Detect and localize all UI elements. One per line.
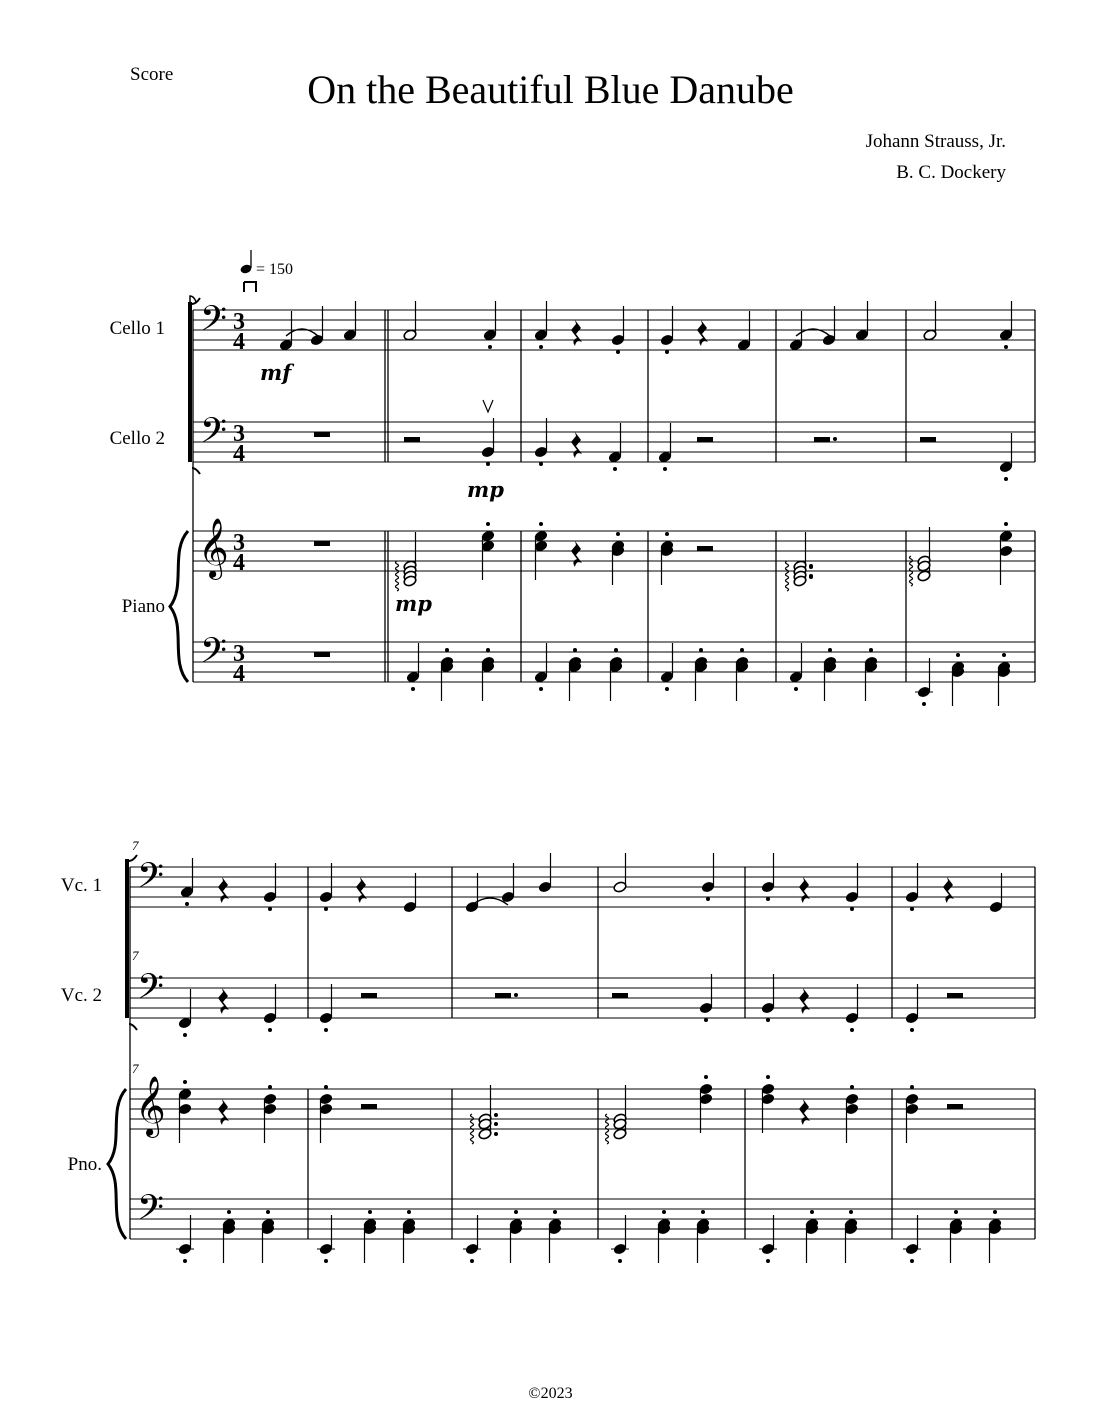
staccato-dot [539,687,543,691]
quarter-rest-icon [356,877,367,903]
staccato-dot [324,907,328,911]
chord [844,1210,858,1263]
page-title: On the Beautiful Blue Danube [307,67,794,112]
half-rest-icon [814,437,830,442]
staccato-dot [324,1085,328,1089]
note [989,873,1003,913]
note [789,643,803,691]
chord [363,1210,377,1263]
staccato-dot [794,687,798,691]
note [613,853,627,893]
staccato-dot [766,897,770,901]
time-signature-top: 3 [233,421,245,447]
composer-credit: Johann Strauss, Jr. [865,131,1006,152]
time-signature-bottom: 4 [233,441,245,467]
quarter-rest-icon [799,988,810,1014]
augmentation-dot [809,575,813,579]
note [534,643,548,691]
chord [805,1210,819,1263]
staccato-dot [910,907,914,911]
chord [657,1210,671,1263]
piano-brace-icon [108,1089,126,1239]
half-rest-icon [495,993,511,998]
staccato-dot [850,907,854,911]
staccato-dot [766,1075,770,1079]
staccato-dot [539,462,543,466]
staccato-dot [910,1259,914,1263]
chord [222,1210,236,1263]
staccato-dot [1002,653,1006,657]
chord [949,1210,963,1263]
note [406,643,420,691]
augmentation-dot [833,437,837,441]
staccato-dot [488,345,492,349]
note [180,858,194,906]
chord [440,648,454,701]
chord [261,1210,275,1263]
staccato-dot [954,1210,958,1214]
staccato-dot [993,1210,997,1214]
half-rest-icon [697,546,713,551]
instrument-label-cello-2: Cello 2 [109,428,165,449]
staccato-dot [411,687,415,691]
note [737,311,751,351]
staccato-dot [183,1033,187,1037]
measure-number-pno: 7 [132,1061,139,1076]
staccato-dot [368,1210,372,1214]
quarter-rest-icon [799,877,810,903]
staccato-dot [706,897,710,901]
note [608,423,622,471]
note [789,311,803,351]
chord [864,648,878,701]
quarter-rest-icon [571,432,582,458]
whole-rest-icon [314,432,330,437]
time-signature-top: 3 [233,641,245,667]
chord [319,1085,333,1143]
staccato-dot [701,1210,705,1214]
staccato-dot [922,702,926,706]
chord [609,648,623,701]
chord [611,532,625,585]
chord [694,648,708,701]
augmentation-dot [494,1113,498,1117]
bass-clef-icon: 𝄢 [200,410,228,459]
note [999,301,1013,349]
staccato-dot [766,1259,770,1263]
arpeggio-icon [786,561,789,591]
staccato-dot [662,1210,666,1214]
note [483,301,497,349]
half-rest-icon [612,993,628,998]
arranger-credit: B. C. Dockery [896,162,1006,183]
quarter-rest-icon [697,320,708,346]
quarter-rest-icon [218,988,229,1014]
staccato-dot [445,648,449,652]
half-rest-icon [404,437,420,442]
staccato-dot [1004,477,1008,481]
copyright-footer: ©2023 [528,1385,573,1402]
chord [509,1210,523,1263]
staff-bracket-bar [188,302,192,462]
whole-rest-icon [314,652,330,657]
time-signature-bottom: 4 [233,661,245,687]
note [538,853,552,893]
quarter-rest-icon [571,320,582,346]
chord [660,532,674,585]
staccato-dot [828,648,832,652]
staccato-dot [740,648,744,652]
chord [905,1085,919,1143]
measure-number-vc2: 7 [132,948,139,963]
tempo-bpm: = 150 [256,261,294,278]
staccato-dot [704,1018,708,1022]
time-signature-top: 3 [233,309,245,335]
treble-clef-icon: 𝄞 [135,1076,166,1136]
staccato-dot [486,522,490,526]
chord [951,653,965,706]
time-signature-bottom: 4 [233,550,245,576]
chord [845,1085,859,1143]
staccato-dot [850,1028,854,1032]
staccato-dot [613,467,617,471]
instrument-label-piano: Piano [121,596,165,617]
note [855,301,869,341]
note [999,433,1013,481]
staccato-dot [573,648,577,652]
augmentation-dot [809,565,813,569]
score-label: Score [130,64,174,85]
augmentation-dot [494,1132,498,1136]
chord [568,648,582,701]
staccato-dot [618,1259,622,1263]
chord [823,648,837,701]
half-rest-icon [947,993,963,998]
piano-brace-icon [170,531,188,682]
staccato-dot [227,1210,231,1214]
instrument-label-vc-1: Vc. 1 [60,875,102,896]
staccato-dot [704,1075,708,1079]
quarter-rest-icon [218,877,229,903]
staccato-dot [183,1080,187,1084]
instrument-label-vc-2: Vc. 2 [60,985,102,1006]
staccato-dot [956,653,960,657]
staccato-dot [268,1085,272,1089]
bracket-hook [129,855,137,861]
staccato-dot [553,1210,557,1214]
bass-clef-icon: 𝄢 [137,855,165,904]
whole-rest-icon [314,541,330,546]
dynamic-piano: mp [395,591,432,616]
half-rest-icon [920,437,936,442]
staccato-dot [268,1028,272,1032]
half-rest-icon [361,993,377,998]
note [534,301,548,349]
chord [402,1210,416,1263]
tempo-marking [239,250,293,278]
staccato-dot [407,1210,411,1214]
chord [263,1085,277,1143]
dynamic-cello-1: mf [260,360,292,385]
note [403,301,417,341]
staccato-dot [539,345,543,349]
staccato-dot [266,1210,270,1214]
chord [699,1075,713,1133]
note [403,873,417,913]
half-rest-icon [697,437,713,442]
chord [548,1210,562,1263]
staccato-dot [766,1018,770,1022]
staccato-dot [699,648,703,652]
note [343,301,357,341]
staccato-dot [614,648,618,652]
bass-clef-icon: 𝄢 [137,966,165,1015]
staccato-dot [850,1085,854,1089]
staccato-dot [665,350,669,354]
chord [606,1085,628,1144]
note [658,423,672,471]
staccato-dot [185,902,189,906]
staff-bracket-bar [125,859,129,1018]
staccato-dot [268,907,272,911]
staccato-dot [514,1210,518,1214]
augmentation-dot [514,993,518,997]
quarter-rest-icon [571,541,582,567]
quarter-rest-icon [799,1099,810,1125]
staccato-dot [869,648,873,652]
chord [481,648,495,701]
half-rest-icon [947,1104,963,1109]
staccato-dot [486,462,490,466]
note [822,306,836,346]
chord [735,648,749,701]
instrument-label-pno: Pno. [67,1154,102,1175]
staccato-dot [1004,522,1008,526]
down-bow-icon [244,282,256,292]
chord [696,1210,710,1263]
staccato-dot [470,1259,474,1263]
time-signature-top: 3 [233,530,245,556]
staccato-dot [910,1028,914,1032]
staccato-dot [665,687,669,691]
arpeggio-icon [396,561,399,591]
staccato-dot [616,532,620,536]
bass-clef-icon: 𝄢 [200,630,228,679]
chord [997,653,1011,706]
augmentation-dot [494,1122,498,1126]
chord [761,1075,775,1133]
bass-clef-icon: 𝄢 [200,298,228,347]
staccato-dot [665,532,669,536]
bass-clef-icon: 𝄢 [137,1187,165,1236]
chord [471,1085,499,1144]
staccato-dot [324,1259,328,1263]
staccato-dot [539,522,543,526]
up-bow-icon [483,400,493,412]
note [660,643,674,691]
staccato-dot [663,467,667,471]
quarter-rest-icon [943,877,954,903]
staccato-dot [810,1210,814,1214]
note [923,301,937,341]
time-signature-bottom: 4 [233,329,245,355]
measure-number-vc1: 7 [132,838,139,853]
dynamic-cello-2: mp [467,477,504,502]
chord [988,1210,1002,1263]
note [310,306,324,346]
staccato-dot [1004,345,1008,349]
staccato-dot [486,648,490,652]
half-rest-icon [361,1104,377,1109]
chord [910,527,932,586]
note [465,873,479,913]
quarter-rest-icon [218,1099,229,1125]
note [279,311,293,351]
staccato-dot [183,1259,187,1263]
staccato-dot [910,1085,914,1089]
note [501,863,515,903]
note [178,989,192,1037]
treble-clef-icon: 𝄞 [198,518,229,578]
staccato-dot [324,1028,328,1032]
instrument-label-cello-1: Cello 1 [109,318,165,339]
staccato-dot [849,1210,853,1214]
staccato-dot [616,350,620,354]
